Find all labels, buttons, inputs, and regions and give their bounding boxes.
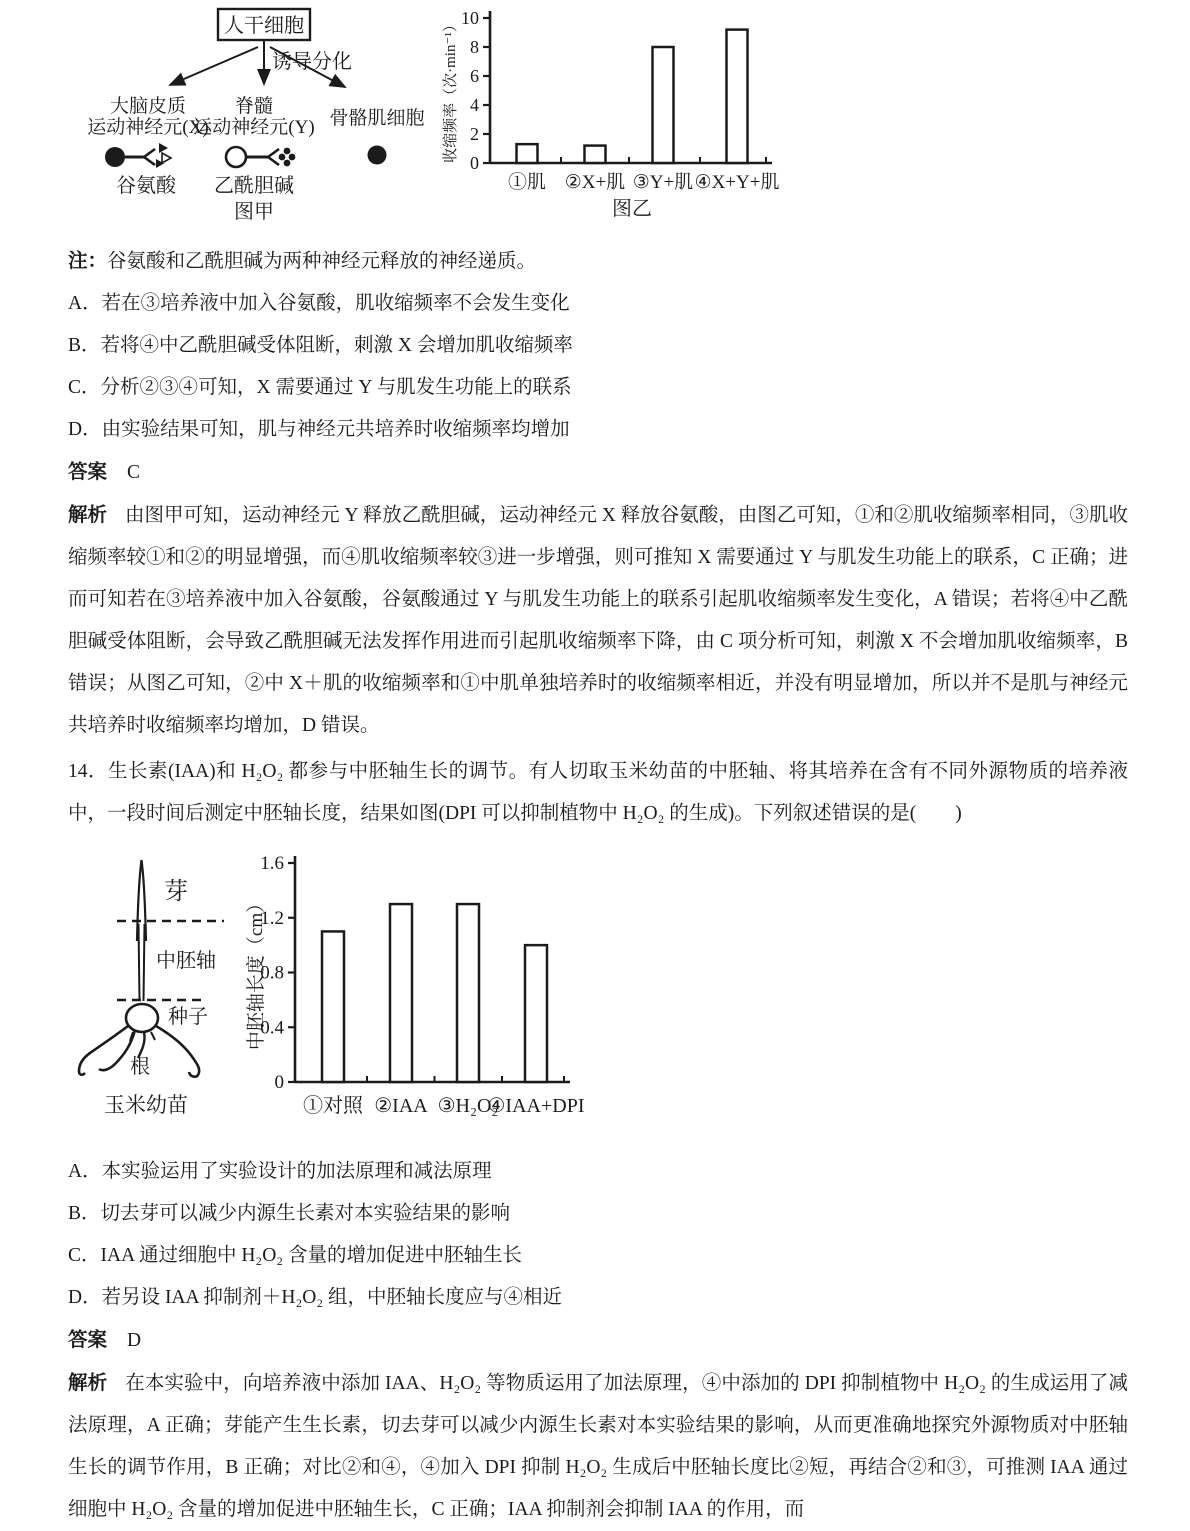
analysis-text: 由图甲可知，运动神经元 Y 释放乙酰胆碱，运动神经元 X 释放谷氨酸，由图乙可知，①和②肌收缩频率相同，③肌收缩频率较①和②的明显增强，而④肌收缩频率较③进一步增强，则可推知 X 需要通过 Y 与肌发生功能上的联系，C 正确；进而可知若在③培养液中加入谷氨酸，谷氨酸通过 Y 与肌发生功能上的联系引起肌收缩频率发生变化，A 错误；若将④中乙酰胆碱受体阻断，会导致乙酰胆碱无法发挥作用进而引起肌收缩频率下降，由 C 项分析可知，刺激 X 不会增加肌收缩频率，B 错误；从图乙可知，②中 X＋肌的收缩频率和①中肌单独培养时的收缩频率相近，并没有明显增加，所以并不是肌与神经元共培养时收缩频率均增加，D 错误。 [68,505,1128,736]
y-tick-label: 0.4 [260,1017,284,1039]
glutamate-vesicle-icon [162,153,171,163]
x-category-label: ②IAA [374,1095,428,1117]
answer-label: 答案 [68,461,108,483]
note-text: 谷氨酸和乙酰胆碱为两种神经元释放的神经递质。 [107,251,537,272]
option-line: C．IAA 通过细胞中 H₂O₂ 含量的增加促进中胚轴生长 [68,1245,522,1266]
figure-jia-caption: 图甲 [234,201,274,223]
analysis-paragraph [68,1362,1128,1531]
x-category-label: ③H₂O₂ [437,1095,499,1117]
stem-cell-differentiation-diagram [58,2,450,230]
x-category-label: ④IAA+DPI [487,1095,585,1117]
bar [322,931,344,1082]
y-tick-label: 1.6 [260,853,284,874]
acetylcholine-vesicles-icon [279,148,296,167]
y-tick-label: 8 [470,37,479,57]
option-line: C．分析②③④可知，X 需要通过 Y 与肌发生功能上的联系 [68,377,572,398]
bud-label: 芽 [164,879,188,905]
x-category-label: ①对照 [303,1095,363,1117]
analysis-label: 解析 [68,1372,108,1394]
x-category-label: ③Y+肌 [632,172,694,193]
y-tick-label: 2 [470,124,479,144]
arrow-to-cortex-neuron [170,47,258,85]
seed-label: 种子 [168,1006,208,1028]
neuron-y-icon [226,147,295,167]
x-category-label: ④X+Y+肌 [694,172,780,193]
bar [653,47,674,163]
y-tick-label: 1.2 [260,907,284,929]
skeletal-muscle-label: 骨骼肌细胞 [329,108,425,129]
analysis-paragraph [68,494,1128,747]
answer-row [68,1319,1128,1362]
spinal-neuron-label-line2: 运动神经元(Y) [193,117,315,138]
answer-row [68,451,1128,494]
mesocotyl-shape [139,924,140,1001]
answer-value: C [127,462,141,483]
muscle-cell-icon [368,146,387,165]
cortex-neuron-label-line2: 运动神经元(X) [87,117,209,138]
x-category-label: ①肌 [507,172,547,193]
bar [585,146,606,163]
glutamate-vesicle-icon [159,143,168,153]
answer-value: D [127,1330,142,1351]
analysis-text: 在本实验中，向培养液中添加 IAA、H₂O₂ 等物质运用了加法原理，④中添加的 DPI 抑制植物中 H₂O₂ 的生成运用了减法原理，A 正确；芽能产生生长素，切去芽可以减少内源生长素对本实验结果的影响，从而更准确地探究外源物质对中胚轴生长的调节作用，B 正确；对比②和④，④加入 DPI 抑制 H₂O₂ 生成后中胚轴长度比②短，再结合②和③，可推测 IAA 通过细胞中 H₂O₂ 含量的增加促进中胚轴生长，C 正确；IAA 抑制剂会抑制 IAA 的作用，而 [68,1373,1128,1520]
figure-row-neuron [0,0,1190,232]
bar [457,904,479,1082]
y-tick-label: 4 [470,95,479,115]
note-line [68,240,1128,283]
acetylcholine-label: 乙酰胆碱 [214,175,294,197]
option-line: A．本实验运用了实验设计的加法原理和减法原理 [68,1161,492,1182]
figure-row-seedling [0,849,1190,1151]
x-category-label: ②X+肌 [564,172,626,193]
answer-label: 答案 [68,1329,108,1351]
seedling-caption: 玉米幼苗 [104,1093,188,1117]
glutamate-label: 谷氨酸 [116,175,176,197]
y-axis-title: 中胚轴长度（cm） [246,893,267,1051]
stem-cell-box-label: 人干细胞 [224,15,304,37]
bar [727,30,748,163]
analysis-label: 解析 [68,504,108,526]
spinal-neuron-label-line1: 脊髓 [234,96,274,117]
muscle-contraction-frequency-chart [440,0,885,230]
y-axis-title: 收缩频率（次·min⁻¹） [443,17,459,163]
mesocotyl-length-chart [242,849,672,1149]
bar [525,945,547,1082]
neuron-x-icon [105,143,171,168]
option-line: D．若另设 IAA 抑制剂＋H₂O₂ 组，中胚轴长度应与④相近 [68,1287,563,1308]
seed-shape [126,1004,158,1032]
y-tick-label: 10 [461,8,479,28]
option-line: A．若在③培养液中加入谷氨酸，肌收缩频率不会发生变化 [68,293,570,314]
bar [517,144,538,163]
induce-differentiation-label: 诱导分化 [272,51,352,73]
option-line: B．切去芽可以减少内源生长素对本实验结果的影响 [68,1203,511,1224]
cortex-neuron-label-line1: 大脑皮质 [109,96,187,117]
y-tick-label: 0.8 [260,962,284,984]
bar [390,904,412,1082]
mesocotyl-shape [144,924,145,1001]
note-label: 注： [68,250,108,272]
option-line: B．若将④中乙酰胆碱受体阻断，刺激 X 会增加肌收缩频率 [68,335,573,356]
y-tick-label: 6 [470,66,479,86]
y-tick-label: 0 [274,1072,284,1093]
y-tick-label: 0 [470,153,479,173]
question-stem: 14．生长素(IAA)和 H₂O₂ 都参与中胚轴生长的调节。有人切取玉米幼苗的中胚轴、将其培养在含有不同外源物质的培养液中，一段时间后测定中胚轴长度，结果如图(DPI 可以抑制植物中 H₂O₂ 的生成)。下列叙述错误的是( ) [68,761,1128,824]
mesocotyl-label: 中胚轴 [156,950,216,972]
root-label: 根 [130,1056,150,1078]
option-line: D．由实验结果可知，肌与神经元共培养时收缩频率均增加 [68,419,570,440]
chart-caption: 图乙 [612,198,652,220]
